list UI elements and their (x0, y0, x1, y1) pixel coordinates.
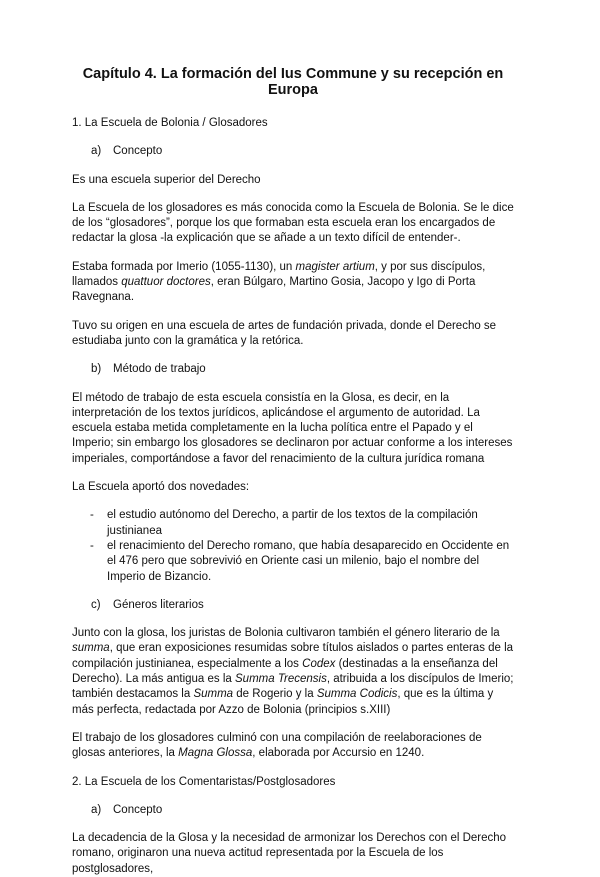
text-run: de Rogerio y la (233, 688, 317, 701)
chapter-title: Capítulo 4. La formación del Ius Commune y su recepción en Europa (82, 66, 504, 98)
text-run: , eran Búlgaro, Martino Gosia, Jacopo y Igo di Porta Ravegnana. (72, 276, 476, 304)
paragraph: La Escuela aportó dos novedades: (72, 481, 250, 494)
text-run: , atribuida a los discípulos de Imerio; también destacamos la (72, 673, 514, 701)
subsection-label: b) (91, 363, 102, 376)
list-item (72, 508, 514, 539)
subsection-c-heading (91, 598, 514, 613)
italic-term: Magna Glossa (178, 747, 253, 760)
text-run: , y por sus discípulos, llamados (72, 260, 486, 289)
section-2-heading: 2. La Escuela de los Comentaristas/Postglosadores (72, 775, 336, 788)
subsection-label: a) (91, 803, 102, 816)
list-dash: - (90, 509, 94, 522)
text-run: , que eran exposiciones resumidas sobre títulos aislados o partes enteras de la compilación justinianea, especialmente a los (72, 642, 514, 670)
paragraph: El método de trabajo de esta escuela consistía en la Glosa, es decir, en la interpretación de los textos jurídicos, aplicándose el argumento de autoridad. La escuela estaba metida completamente en la lucha política entre el Papado y el Imperio; sin embargo los glosadores se declinaron por actuar conforme a los intereses imperiales, comportándose a favor del renacimiento de la cultura jurídica romana (72, 391, 513, 465)
list-dash: - (90, 539, 94, 552)
subsection-text: Géneros literarios (113, 598, 204, 611)
italic-term: magister artium (295, 260, 375, 273)
novedades-list (72, 508, 514, 584)
paragraph: Tuvo su origen en una escuela de artes de fundación privada, donde el Derecho se estudiaba junto con la gramática y la retórica. (72, 319, 497, 347)
italic-term: Summa (193, 688, 234, 701)
list-item (72, 539, 514, 585)
subsection-text: Método de trabajo (113, 363, 206, 376)
paragraph: Es una escuela superior del Derecho (72, 173, 261, 186)
subsection-label: a) (91, 145, 102, 158)
list-item-text: el estudio autónomo del Derecho, a partir de los textos de la compilación justinianea (107, 509, 478, 537)
text-run: Estaba formada por Imerio (1055-1130), un (72, 260, 296, 273)
list-item-text: el renacimiento del Derecho romano, que había desaparecido en Occidente en el 476 pero que sobrevivió en Oriente casi un milenio, bajo el nombre del Imperio de Bizancio. (107, 539, 510, 583)
paragraph (72, 626, 514, 718)
subsection-text: Concepto (113, 803, 163, 816)
italic-term: summa (72, 642, 110, 655)
text-run: Junto con la glosa, los juristas de Bolonia cultivaron también el género literario de la (72, 627, 500, 640)
section-1-heading: 1. La Escuela de Bolonia / Glosadores (72, 117, 268, 129)
subsection-a-heading (91, 803, 514, 818)
paragraph: La Escuela de los glosadores es más conocida como la Escuela de Bolonia. Se le dice de los “glosadores”, porque los que formaban esta escuela eran los encargados de redactar la glosa -la explicación que se añade a un texto difícil de entender-. (72, 201, 514, 245)
subsection-a-heading (91, 144, 514, 159)
paragraph: La decadencia de la Glosa y la necesidad de armonizar los Derechos con el Derecho romano, originaron una nueva actitud representada por la Escuela de los postglosadores, (72, 832, 507, 875)
paragraph (72, 731, 514, 762)
text-run: El trabajo de los glosadores culminó con una compilación de reelaboraciones de glosas anteriores, la (72, 731, 482, 760)
text-run: , elaborada por Accursio en 1240. (252, 747, 425, 760)
italic-term: quattuor doctores (121, 276, 211, 289)
text-run: (destinadas a la enseñanza del Derecho). La más antigua es la (72, 657, 498, 686)
subsection-text: Concepto (113, 145, 163, 158)
paragraph (72, 260, 514, 306)
italic-term: Summa Trecensis (235, 673, 327, 686)
italic-term: Summa Codicis (316, 688, 398, 701)
italic-term: Codex (302, 657, 336, 670)
subsection-label: c) (91, 598, 101, 611)
subsection-b-heading (91, 362, 514, 377)
text-run: , que es la última y más perfecta, redactada por Azzo de Bolonia (principios s.XIII) (72, 688, 494, 716)
